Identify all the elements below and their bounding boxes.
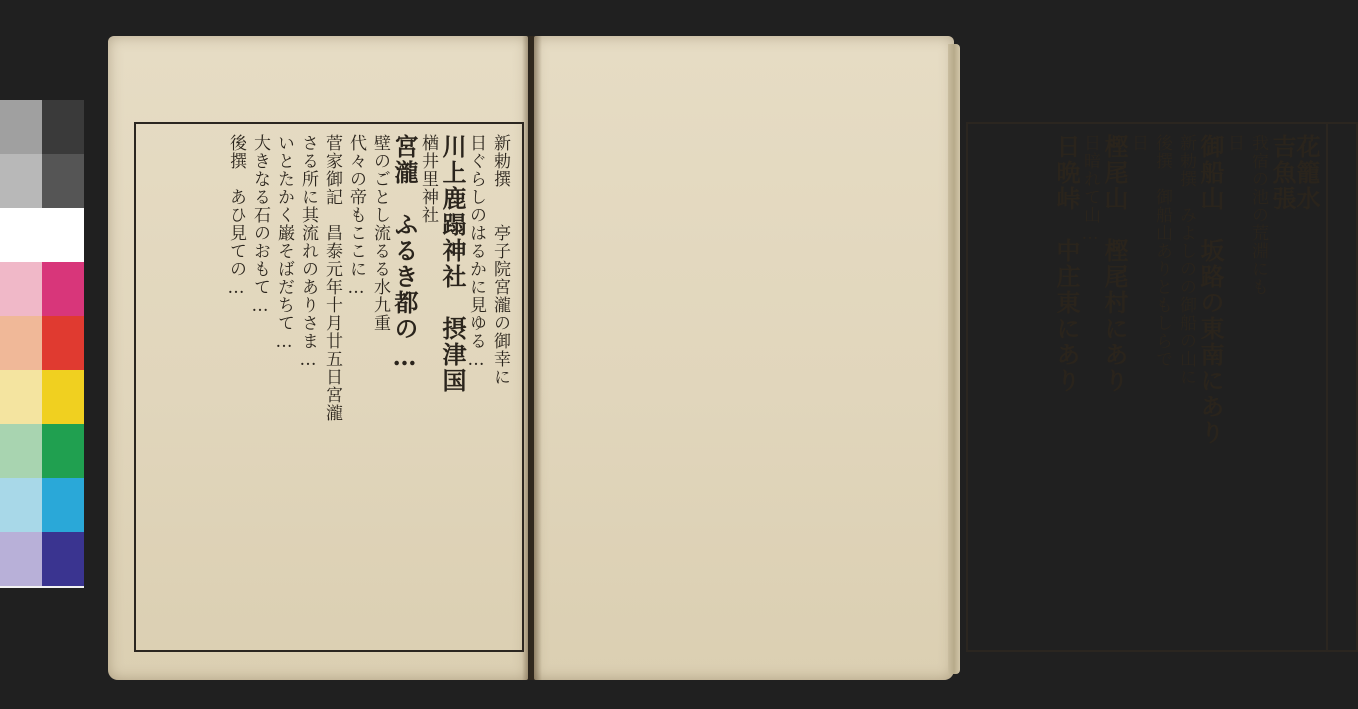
right_page-line: 御船山 坂路の東南にあり: [1196, 134, 1225, 446]
right_page-line: 日: [1128, 134, 1148, 152]
left_page-line: 楢井里神社: [418, 134, 438, 224]
color-swatch-4-left: [0, 316, 42, 370]
right_page-line: 我宿の池の荒淵にも: [1248, 134, 1268, 296]
right_page-line: 新勅撰 みよしのの御船の山に: [1176, 134, 1196, 386]
left_page-line: 宮瀧 ふるき都の…: [390, 134, 419, 373]
color-swatch-8-right: [42, 532, 84, 586]
right_page-line: 樫尾山 樫尾村にあり: [1100, 134, 1129, 394]
left_page-line: 代々の帝もここに…: [346, 134, 366, 299]
color-swatch-0-right: [42, 100, 84, 154]
page-edges: [948, 44, 960, 674]
color-swatch-1-right: [42, 154, 84, 208]
color-swatch-7-right: [42, 478, 84, 532]
color-swatch-2-right: [42, 208, 84, 262]
left-text-frame: [134, 122, 524, 652]
color-swatch-1-left: [0, 154, 42, 208]
left_page-line: いとたかく巌そばだちて…: [274, 134, 294, 353]
right_page-line: 花籠水: [1292, 134, 1321, 212]
right_page-line: 日晩峠 中庄東にあり: [1052, 134, 1081, 394]
margin-rule: [1326, 124, 1328, 650]
right_page-line: 日暗れて山…: [1080, 134, 1100, 245]
color-swatch-6-right: [42, 424, 84, 478]
right-text-frame: [966, 122, 1358, 652]
left_page-line: 日ぐらしのはるかに見ゆる…: [466, 134, 486, 371]
book-gutter: [522, 36, 542, 680]
color-swatch-4-right: [42, 316, 84, 370]
left_page-line: 新勅撰 亭子院宮瀧の御幸に: [490, 134, 510, 386]
open-book: [108, 36, 1321, 680]
right_page-line: 吉魚張: [1268, 134, 1297, 212]
right-page-text: [978, 134, 1321, 640]
color-swatch-0-left: [0, 100, 42, 154]
left_page-line: さる所に其流れのありさま…: [298, 134, 318, 371]
left_page-line: 大きなる石のおもて…: [250, 134, 270, 317]
left-page-text: [146, 134, 512, 640]
right-page: [534, 36, 1321, 680]
color-swatch-6-left: [0, 424, 42, 478]
color-swatch-3-right: [42, 262, 84, 316]
color-swatch-7-left: [0, 478, 42, 532]
left_page-line: 菅家御記 昌泰元年十月廿五日宮瀧: [322, 134, 342, 422]
color-swatch-5-left: [0, 370, 42, 424]
color-calibration-card: [0, 100, 84, 588]
right_page-line: 後撰 御船山ありともしらで: [1152, 134, 1172, 368]
left-page: [108, 36, 528, 680]
color-swatch-8-left: [0, 532, 42, 586]
color-swatch-2-left: [0, 208, 42, 262]
right_page-line: 日: [1224, 134, 1244, 152]
color-swatch-3-left: [0, 262, 42, 316]
color-swatch-5-right: [42, 370, 84, 424]
left_page-line: 後撰 あひ見ての…: [226, 134, 246, 299]
left_page-line: 川上鹿蹋神社 摂津国: [438, 134, 467, 394]
left_page-line: 壁のごとし流るる水九重: [370, 134, 390, 332]
